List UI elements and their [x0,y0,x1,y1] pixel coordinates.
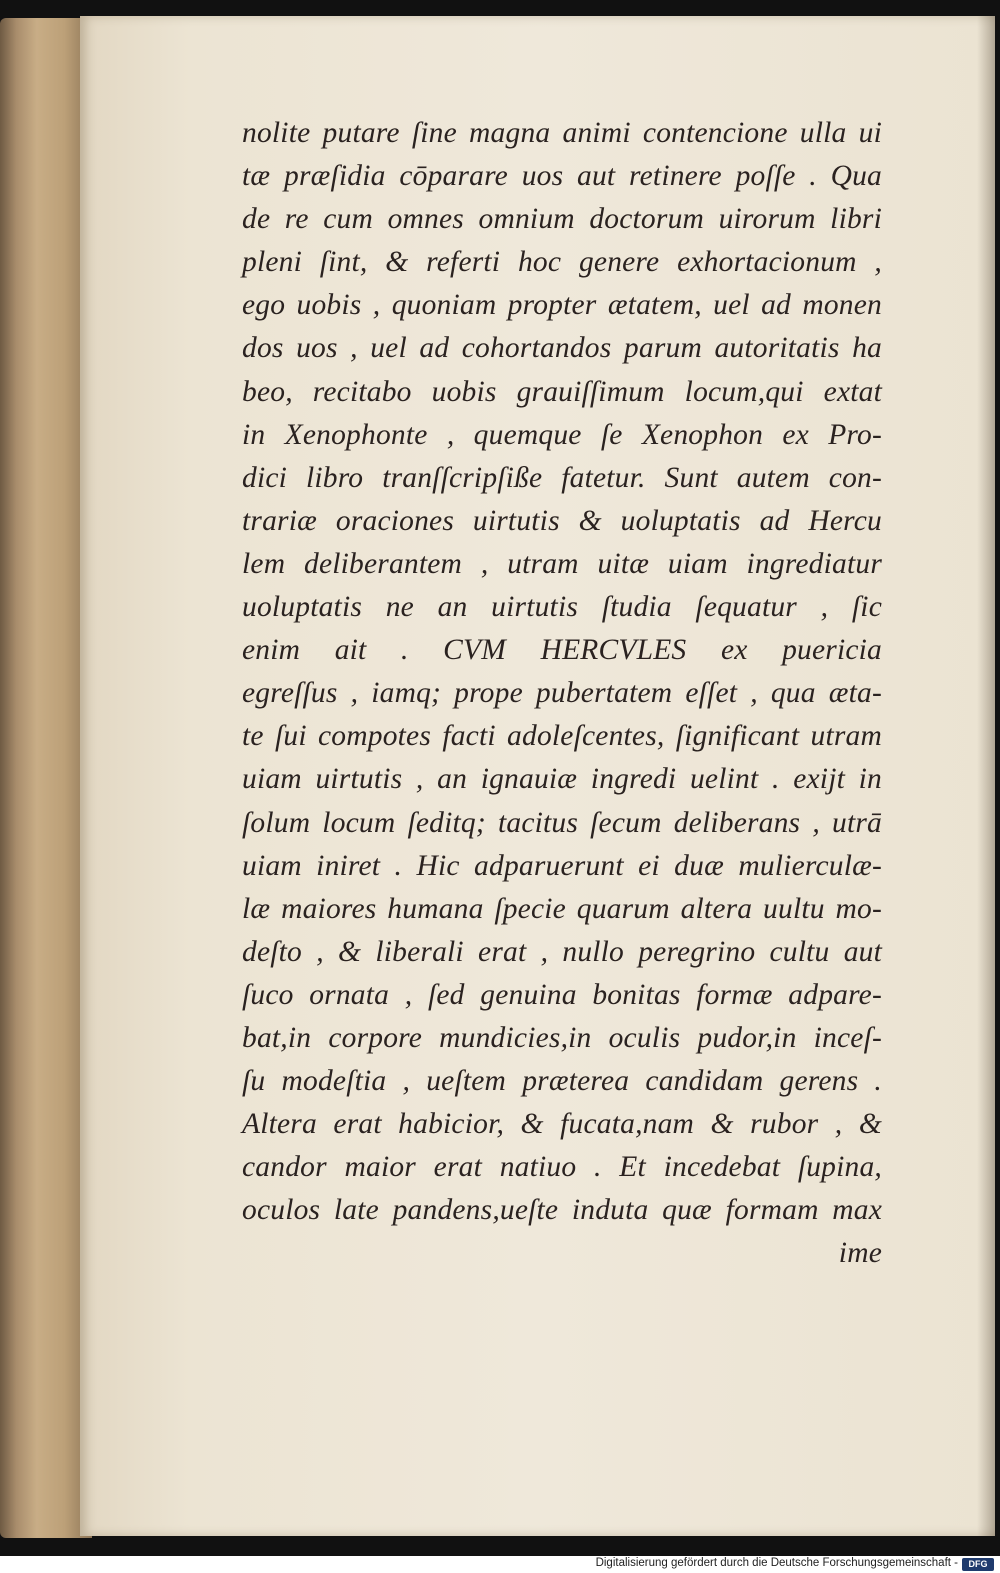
text-line: deſto , & liberali erat , nullo peregrino cultu aut [242,935,882,968]
funding-credit: Digitalisierung gefördert durch die Deutsche Forschungsgemeinschaft - [595,1557,958,1569]
text-line: enim ait . CVM HERCVLES ex puericia [242,634,882,667]
book-edge [0,18,92,1538]
text-line: pleni ſint, & referti hoc genere exhortacionum , [242,246,882,279]
text-line: tæ præſidia cōparare uos aut retinere poſſe . Qua [242,160,882,193]
text-line: ego uobis , quoniam propter ætatem, uel ad monen [242,289,882,322]
dfg-logo: DFG [962,1558,994,1571]
text-line: uiam uirtutis , an ignauiæ ingredi uelint . exijt in [242,763,882,796]
footer-bar [0,1556,1000,1573]
text-line: uiam iniret . Hic adparuerunt ei duæ mulierculæ- [242,849,882,882]
text-line: bat,in corpore mundicies,in oculis pudor,in inceſ- [242,1021,882,1054]
text-line: ſolum locum ſeditq; tacitus ſecum deliberans , utrā [242,806,882,839]
text-line: candor maior erat natiuo . Et incedebat ſupina, [242,1151,882,1184]
text-line: dici libro tranſſcripſiße fatetur. Sunt autem con- [242,461,882,494]
text-line: egreſſus , iamq; prope pubertatem eſſet , qua æta- [242,677,882,710]
text-line: in Xenophonte , quemque ſe Xenophon ex Pro- [242,418,882,451]
text-line: Altera erat habicior, & fucata,nam & rubor , & [242,1108,882,1141]
text-line: trariæ oraciones uirtutis & uoluptatis ad Hercu [242,504,882,537]
text-line: lem deliberantem , utram uitæ uiam ingrediatur [242,547,882,580]
catchword: ime [838,1237,882,1270]
text-line: te ſui compotes facti adoleſcentes, ſignificant utram [242,720,882,753]
text-line: oculos late pandens,ueſte induta quæ formam max [242,1194,882,1227]
text-line: læ maiores humana ſpecie quarum altera uultu mo- [242,892,882,925]
text-line: dos uos , uel ad cohortandos parum autoritatis ha [242,332,882,365]
text-line: uoluptatis ne an uirtutis ſtudia ſequatur , ſic [242,591,882,624]
page-text [242,112,882,1276]
text-line: nolite putare ſine magna animi contencione ulla ui [242,117,882,149]
text-line: de re cum omnes omnium doctorum uirorum libri [242,203,882,236]
text-line: ſu modeſtia , ueſtem præterea candidam gerens . [242,1065,882,1098]
text-line: beo, recitabo uobis grauiſſimum locum,qui extat [242,375,882,408]
text-line: ſuco ornata , ſed genuina bonitas formæ adpare- [242,978,882,1011]
page-gutter-shadow [977,16,995,1536]
